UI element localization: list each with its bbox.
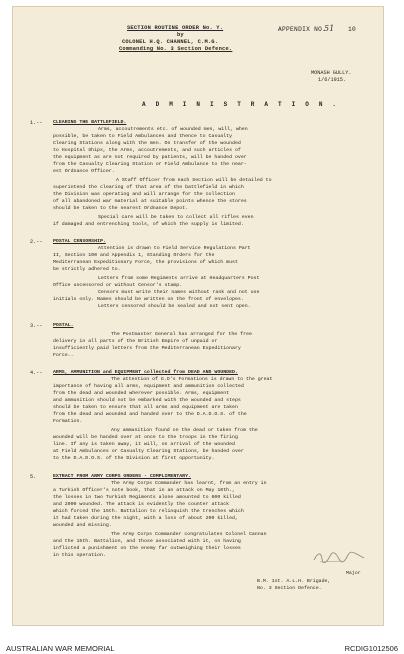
body-line: Arms, accoutrements etc. of wounded men, will, when [98,127,248,132]
order-command: Commanding No. 3 Section Defence. [119,46,233,52]
body-line: The Postmaster General has arranged for the free [111,332,252,337]
section-heading: POSTAL CENSORSHIP. [53,239,106,244]
footer-institution: AUSTRALIAN WAR MEMORIAL [6,644,115,653]
body-line: importance of having all arms, equipment and ammunition collected [53,384,244,389]
body-line: Attention is drawn to Field Service Regulations Part [98,246,251,251]
order-author: COLONEL H.Q. CHANNEL, C.M.G. [122,39,219,45]
body-line: Letters from some Regiments arrive at Headquarters Post [98,276,260,281]
body-line: should be taken to the nearest Ordnance Depot. [53,206,189,211]
body-line: it had taken during the night, with a loss of about 200 killed, [53,516,238,521]
document-sheet [12,6,384,626]
body-line: Mediterranean Expeditionary Force, the provisions of which must [53,260,238,265]
body-line: line. If any is taken away, it will, on arrival of the wounded [53,442,235,447]
body-line: The attention of G.O's Formations is drawn to the great [111,377,273,382]
body-line: of all abandoned war material at suitable points whence the stores [53,199,247,204]
section-heading: ARMS, AMMUNITION and EQUIPMENT collected from DEAD AND WOUNDED. [53,370,238,375]
body-line: Special care will be taken to collect all rifles even [98,215,254,220]
order-title: SECTION ROUTINE ORDER No. Y. [127,25,224,31]
date: 1/6/1915. [318,77,347,83]
body-line: from the dead and wounded wherever possible. Arms, equipment [53,391,230,396]
appendix-label: APPENDIX NO. [278,26,327,33]
section-heading: CLEARING THE BATTLEFIELD. [53,120,127,125]
body-line: be strictly adhered to. [53,267,121,272]
body-line: est Ordnance Officer. [53,169,115,174]
body-line: insufficiently paid letters from the Mediterranean Expeditionary [53,346,241,351]
section-heading: POSTAL. [53,323,74,328]
document-title: A D M I N I S T R A T I O N . [142,101,340,108]
body-line: initials only. Names should be written on the front of envelopes. [53,297,244,302]
body-line: wounded and missing. [53,523,112,528]
body-line: Formation. [53,419,83,424]
body-line: if damaged and entrenching tools, of which the supply is limited. [53,222,244,227]
order-by: by [177,32,184,38]
place: MONASH GULLY. [311,70,352,76]
body-line: delivery in all parts of the British Empire of unpaid or [53,339,218,344]
body-line: Clearing Stations along with the men. On transfer of the wounded [53,141,241,146]
body-line: wounded will be handed over at once to the troops in the firing [53,435,238,440]
section-number: 3.-- [30,323,43,329]
signoff-unit: B.M. 1st. A.L.H. Brigade, [257,579,331,584]
body-line: II, Section 100 and Appendix 1, Standing Orders for the [53,253,215,258]
section-number: 5. [30,474,37,480]
body-line: from the dead and wounded and handed over to the D.A.D.O.S. of the [53,412,247,417]
body-line: should be taken to ensure that all arms and equipment are taken [53,405,238,410]
signoff-section: No. 3 Section Defence. [257,586,322,591]
body-line: and ammunition should not be embarked with the wounded and steps [53,398,241,403]
body-line: in this operation. [53,553,106,558]
body-line: from the Casualty Clearing Station or Field Ambulance to the near- [53,162,247,167]
appendix-suffix: 10 [348,26,357,33]
section-number: 4.-- [30,370,43,376]
body-line: Any ammunition found on the dead or taken from the [111,428,258,433]
body-line: and 2000 wounded. The attack is evidently the counter attack [53,502,230,507]
body-line: the Division was operating and will arrange for the collection [53,192,235,197]
body-line: to the D.A.D.O.S. of the Division at first opportunity. [53,456,215,461]
signoff-rank: Major [346,571,361,576]
body-line: Force.. [53,353,74,358]
body-line: superintend the clearing of that area of the battlefield in which [53,185,244,190]
body-line: The Army Corps Commander has learnt, from an entry in [111,481,267,486]
section-heading: EXTRACT FROM ARMY CORPS ORDERS - COMPLIMENTARY. [53,474,191,479]
footer-record-id: RCDIG1012506 [344,644,398,653]
body-line: possible, be taken to Field Ambulances and thence to Casualty [53,134,233,139]
body-line: at Field Ambulances or Casualty Clearing Stations, be handed over [53,449,244,454]
signature-mark [312,550,366,564]
section-number: 1.-- [30,120,43,126]
body-line: Office uncensored or without Censor's stamp. [53,283,183,288]
body-line: Letters censored should be sealed and not sent open. [98,304,251,309]
body-line: which forced the 15th. Battalion to relinquish the trenches which [53,509,244,514]
archive-footer [0,628,404,654]
body-line: The Army Corps Commander congratulates Colonel Cannan [111,532,267,537]
appendix-number: 51 [324,24,335,33]
body-line: and the 15th. Battalion, and those associated with it, on having [53,539,241,544]
body-line: A Staff Officer from each Section will be detailed to [116,178,272,183]
body-line: the losses in two Turkish Regiments alone amounted to 600 killed [53,495,241,500]
body-line: a Turkish Officer's note book, that in an attack on May 10th., [53,488,235,493]
body-line: the equipment as are not required by patients, will be handed over [53,155,247,160]
section-number: 2.-- [30,239,43,245]
body-line: inflicted a punishment on the enemy far outweighing their losses [53,546,241,551]
body-line: to Hospital Ships, the Arms, accoutrements, and such articles of [53,148,241,153]
body-line: Censors must write their names without rank and not use [98,290,260,295]
